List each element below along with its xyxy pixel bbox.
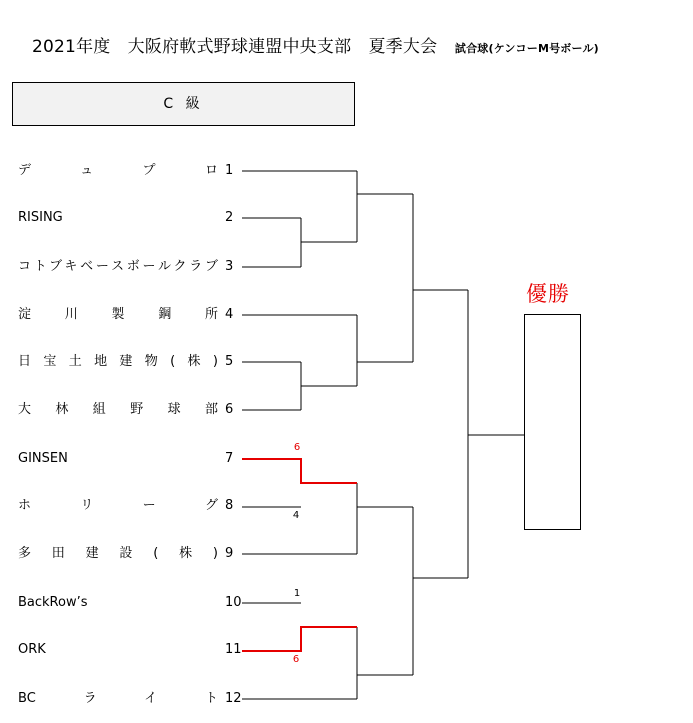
ball-note: 試合球(ケンコーM号ボール) (454, 42, 599, 55)
winner-path (242, 627, 357, 651)
team-number: 4 (225, 307, 234, 322)
winner-path (242, 459, 357, 483)
team-name: RISING (18, 210, 63, 225)
score-label: 1 (293, 588, 301, 599)
team-name: BackRow’s (18, 595, 88, 610)
team-name: 大林組野球部 (18, 402, 218, 417)
team-name: コトブキベースボールクラブ (18, 259, 218, 274)
team-number: 7 (225, 451, 234, 466)
score-label: 4 (292, 510, 300, 521)
score-label: 6 (292, 654, 300, 665)
team-number: 8 (225, 498, 234, 513)
team-name: BCライト (18, 691, 218, 706)
score-label: 6 (293, 442, 301, 453)
team-name: ORK (18, 642, 46, 657)
team-name: デュプロ (18, 163, 218, 178)
team-number: 11 (225, 642, 242, 657)
team-name: 日宝土地建物(株) (18, 354, 218, 369)
team-name: 多田建設(株) (18, 546, 218, 561)
team-number: 5 (225, 354, 234, 369)
team-number: 2 (225, 210, 234, 225)
winner-label: 優勝 (526, 282, 570, 306)
title-text: 2021年度 大阪府軟式野球連盟中央支部 夏季大会 (32, 37, 438, 57)
team-number: 12 (225, 691, 242, 706)
team-name: GINSEN (18, 451, 68, 466)
team-number: 6 (225, 402, 234, 417)
winner-box (524, 314, 581, 530)
team-name: 淀川製鋼所 (18, 307, 218, 322)
team-number: 9 (225, 546, 234, 561)
team-number: 10 (225, 595, 242, 610)
team-number: 3 (225, 259, 234, 274)
team-name: ホリーグ (18, 498, 218, 513)
class-label: C 級 (163, 96, 204, 112)
team-number: 1 (225, 163, 234, 178)
